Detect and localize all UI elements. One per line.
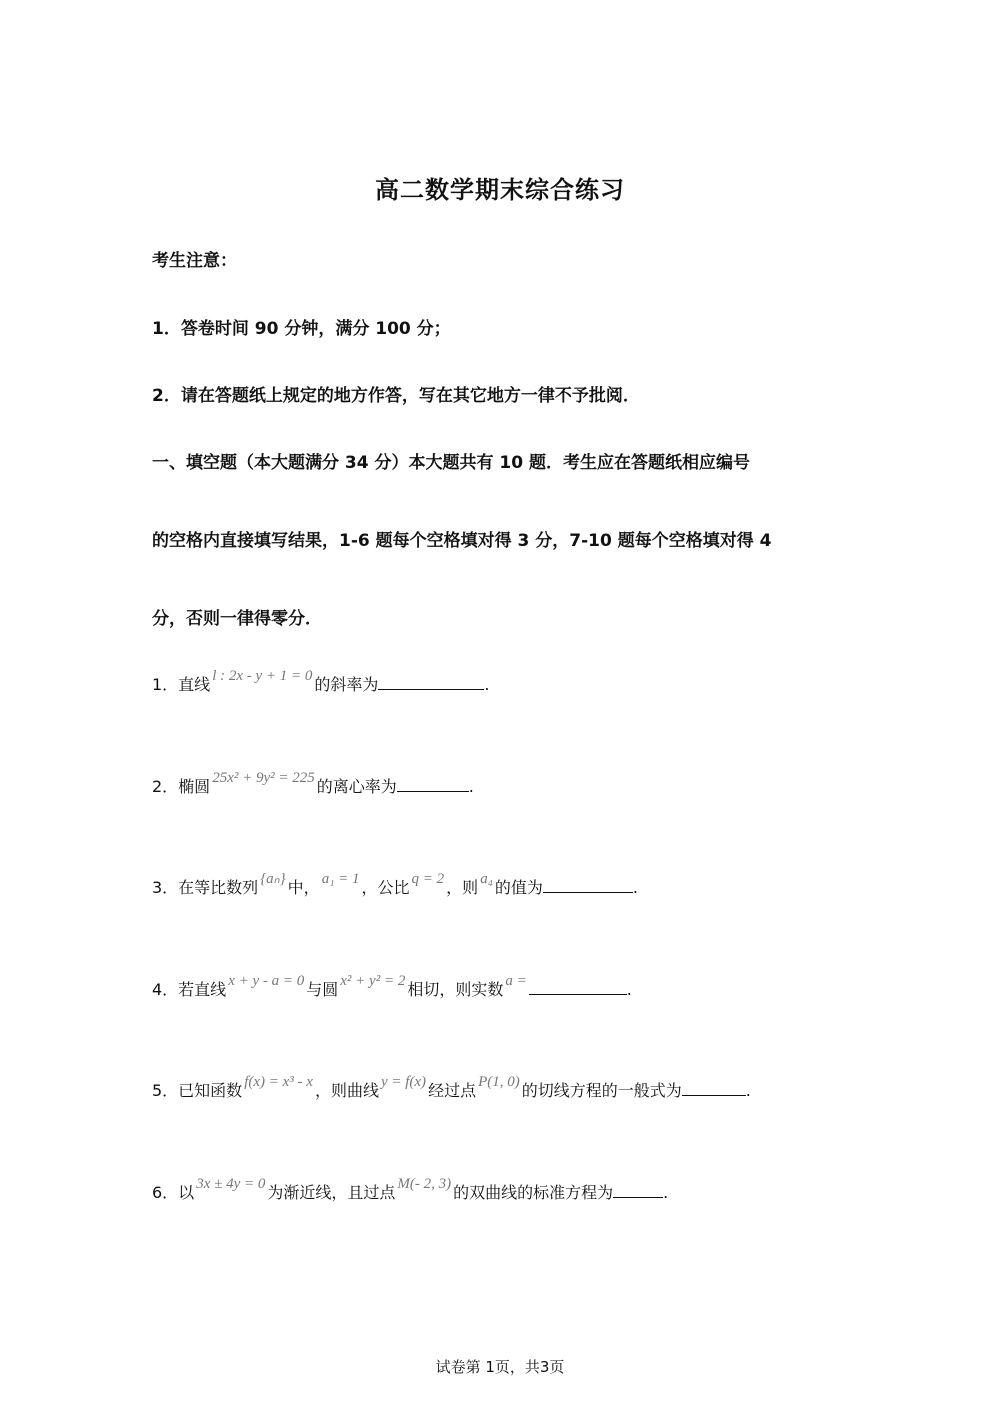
question-6	[152, 1176, 669, 1203]
question-text: ，则曲线	[314, 1081, 379, 1100]
page-title: 高二数学期末综合练习	[375, 176, 625, 204]
math-expression: x + y - a = 0	[228, 973, 305, 989]
math-expression: a₁ = 1	[321, 871, 360, 887]
math-expression: {aₙ}	[260, 871, 286, 887]
math-expression: a =	[505, 973, 527, 989]
notice-item-1: 1．答卷时间 90 分钟，满分 100 分；	[152, 319, 451, 339]
question-text: 相切，则实数	[407, 980, 504, 999]
math-expression: P(1, 0)	[478, 1074, 520, 1090]
question-number: 2．椭圆	[152, 777, 211, 796]
question-end: .	[745, 1081, 751, 1100]
answer-blank[interactable]	[529, 980, 627, 995]
math-expression: q = 2	[411, 871, 445, 887]
question-number: 5．已知函数	[152, 1081, 243, 1100]
question-text: 与圆	[306, 980, 339, 999]
question-text: 中，	[287, 878, 320, 897]
question-number: 4．若直线	[152, 980, 227, 999]
question-text: ，则	[446, 878, 479, 897]
question-text: 的切线方程的一般式为	[521, 1081, 682, 1100]
math-expression: l : 2x - y + 1 = 0	[212, 668, 313, 684]
question-text: ，公比	[361, 878, 410, 897]
question-4	[152, 973, 632, 1000]
section-instruction-line-1: 一、填空题（本大题满分 34 分）本大题共有 10 题．考生应在答题纸相应编号	[152, 453, 750, 473]
question-1	[152, 668, 490, 695]
math-expression: 25x² + 9y² = 225	[212, 770, 315, 786]
question-number: 1．直线	[152, 675, 211, 694]
question-end: .	[632, 878, 639, 897]
notice-item-2: 2．请在答题纸上规定的地方作答，写在其它地方一律不予批阅．	[152, 386, 640, 406]
answer-blank[interactable]	[613, 1183, 663, 1198]
answer-blank[interactable]	[543, 878, 633, 893]
notice-heading: 考生注意：	[152, 251, 237, 271]
answer-blank[interactable]	[397, 777, 469, 792]
answer-blank[interactable]	[378, 675, 484, 690]
math-expression: M(- 2, 3)	[397, 1176, 452, 1192]
question-3	[152, 871, 639, 898]
question-number: 6．以	[152, 1183, 195, 1202]
question-text: 的离心率为	[316, 777, 397, 796]
math-expression: 3x ± 4y = 0	[196, 1176, 266, 1192]
question-end: .	[626, 980, 632, 999]
math-expression: f(x) = x³ - x	[244, 1074, 313, 1090]
page-footer: 试卷第 1页，共3页	[435, 1358, 565, 1376]
section-instruction-line-3: 分，否则一律得零分．	[152, 609, 322, 629]
section-instruction-line-2: 的空格内直接填写结果，1-6 题每个空格填对得 3 分，7-10 题每个空格填对得 4	[152, 531, 772, 551]
math-expression: x² + y² = 2	[340, 973, 406, 989]
question-text: 的斜率为	[314, 675, 379, 694]
question-text: 的值为	[494, 878, 543, 897]
answer-blank[interactable]	[682, 1081, 746, 1096]
question-5	[152, 1074, 751, 1101]
question-end: .	[663, 1183, 669, 1202]
question-number: 3．在等比数列	[152, 878, 259, 897]
question-end: .	[484, 675, 490, 694]
math-expression: a₄	[480, 871, 493, 887]
math-expression: y = f(x)	[380, 1074, 427, 1090]
question-text: 经过点	[428, 1081, 477, 1100]
question-text: 为渐近线，且过点	[267, 1183, 396, 1202]
question-text: 的双曲线的标准方程为	[453, 1183, 614, 1202]
question-2	[152, 770, 474, 797]
question-end: .	[468, 777, 474, 796]
